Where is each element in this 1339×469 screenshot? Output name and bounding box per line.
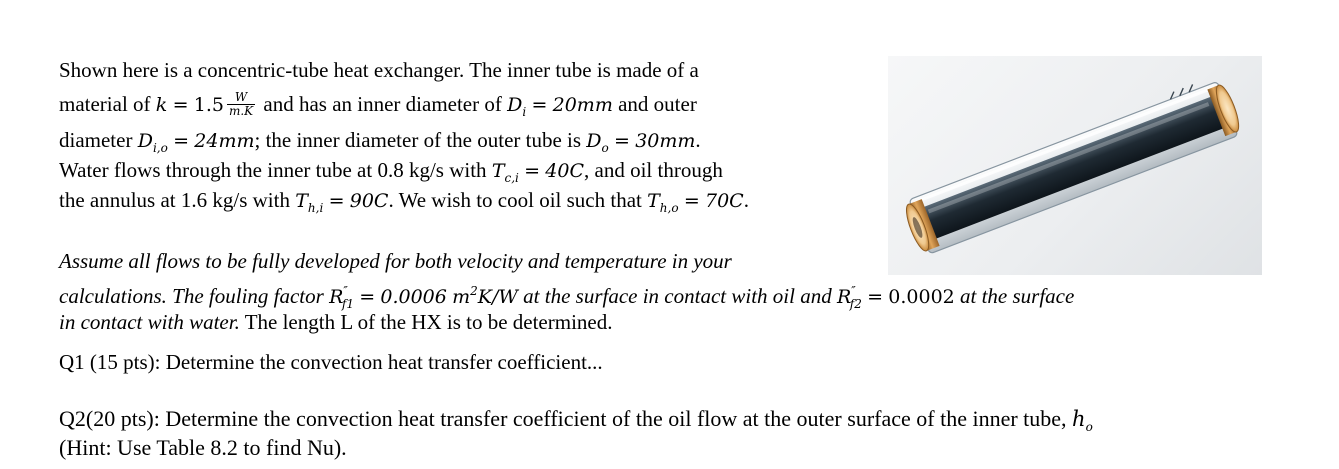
text-span: and outer bbox=[618, 92, 697, 116]
text-span: at the surface in contact with oil and bbox=[523, 284, 832, 308]
math-symbol-rf2: R bbox=[836, 286, 852, 308]
math-symbol-thi: T bbox=[295, 190, 308, 212]
text-span: calculations. The fouling factor bbox=[59, 284, 324, 308]
subscript: h,i bbox=[307, 201, 324, 215]
equals-sign: = bbox=[328, 190, 345, 212]
subscript: o bbox=[601, 141, 609, 155]
text-span: ; the inner diameter of the outer tube is bbox=[254, 128, 582, 152]
text-span: . We wish to cool oil such that bbox=[388, 188, 642, 212]
math-value-rf1: 0.0006 bbox=[380, 286, 447, 308]
text-span: diameter bbox=[59, 128, 133, 152]
text-span: and has an inner diameter of bbox=[263, 92, 502, 116]
math-value-k: 1.5 bbox=[193, 94, 224, 116]
math-symbol-di: D bbox=[507, 94, 523, 116]
math-symbol-rf1: R bbox=[329, 286, 344, 308]
math-value-do: 30mm bbox=[635, 130, 696, 152]
math-symbol-do: D bbox=[586, 130, 602, 152]
math-symbol-k: k bbox=[155, 94, 168, 116]
question-text: Q2(20 pts): Determine the convection heat transfer coefficient of the oil flow at the outer surface of the inner tube, bbox=[59, 406, 1067, 431]
problem-line-4 bbox=[59, 157, 723, 191]
concentric-tube-heat-exchanger-icon bbox=[888, 56, 1262, 275]
problem-line-5 bbox=[59, 187, 749, 221]
text-span: in contact with water. bbox=[59, 310, 240, 334]
question-hint: (Hint: Use Table 8.2 to find Nu). bbox=[59, 435, 347, 460]
assumption-text: Assume all flows to be fully developed for both velocity and temperature in your bbox=[59, 249, 732, 273]
math-value-di: 20mm bbox=[552, 94, 613, 116]
math-symbol-tci: T bbox=[491, 160, 505, 182]
superscript: 2 bbox=[470, 284, 478, 298]
math-value-tci: 40C bbox=[545, 160, 585, 182]
math-symbol-dio: D bbox=[137, 130, 153, 152]
problem-line-1 bbox=[59, 57, 699, 83]
inner-tube bbox=[923, 96, 1225, 239]
problem-line-3 bbox=[59, 127, 701, 161]
math-value-rf2: 0.0002 bbox=[888, 286, 955, 308]
subscript: f2 bbox=[849, 297, 862, 311]
subscript: f1 bbox=[341, 297, 354, 311]
text-span: . bbox=[695, 128, 701, 152]
text-span: The length L of the HX is to be determined. bbox=[244, 310, 613, 334]
equals-sign: = bbox=[172, 94, 189, 116]
text-span: Water flows through the inner tube at 0.8 kg/s with bbox=[59, 158, 487, 182]
unit-m: m bbox=[452, 286, 471, 308]
equals-sign: = bbox=[173, 130, 190, 152]
superscript: ″ bbox=[851, 284, 856, 298]
equals-sign: = bbox=[867, 286, 884, 308]
math-symbol-ho: h bbox=[1072, 407, 1086, 431]
text-span: , and oil through bbox=[584, 158, 723, 182]
assumption-line-3 bbox=[59, 309, 613, 335]
equals-sign: = bbox=[524, 160, 541, 182]
assumption-line-1 bbox=[59, 248, 732, 274]
heat-exchanger-figure bbox=[888, 56, 1262, 275]
question-line-2 bbox=[59, 435, 347, 461]
problem-line-2 bbox=[59, 91, 697, 125]
subscript: i,o bbox=[152, 141, 168, 155]
equals-sign: = bbox=[683, 190, 700, 212]
subscript: i bbox=[522, 105, 527, 119]
equals-sign: = bbox=[359, 286, 376, 308]
subscript: o bbox=[1085, 420, 1093, 434]
equals-sign: = bbox=[531, 94, 548, 116]
equals-sign: = bbox=[614, 130, 630, 152]
text-span: material of bbox=[59, 92, 151, 116]
text-span: the annulus at 1.6 kg/s with bbox=[59, 188, 290, 212]
text-span: at the surface bbox=[960, 284, 1075, 308]
cropped-text-line bbox=[59, 350, 603, 374]
cropped-text: Q1 (15 pts): Determine the convection heat transfer coefficient... bbox=[59, 350, 603, 374]
superscript: ″ bbox=[343, 284, 348, 298]
unit-denominator: m.K bbox=[228, 103, 254, 118]
unit-kw: K/W bbox=[477, 286, 518, 308]
math-value-dio: 24mm bbox=[194, 130, 255, 152]
math-value-thi: 90C bbox=[349, 190, 389, 212]
math-value-tho: 70C bbox=[705, 190, 744, 212]
math-symbol-tho: T bbox=[647, 190, 660, 212]
subscript: c,i bbox=[504, 171, 519, 185]
unit-fraction bbox=[227, 91, 255, 118]
problem-text: Shown here is a concentric-tube heat exchanger. The inner tube is made of a bbox=[59, 58, 699, 82]
text-span: . bbox=[743, 188, 749, 212]
unit-numerator: W bbox=[227, 91, 255, 105]
subscript: h,o bbox=[659, 201, 679, 215]
